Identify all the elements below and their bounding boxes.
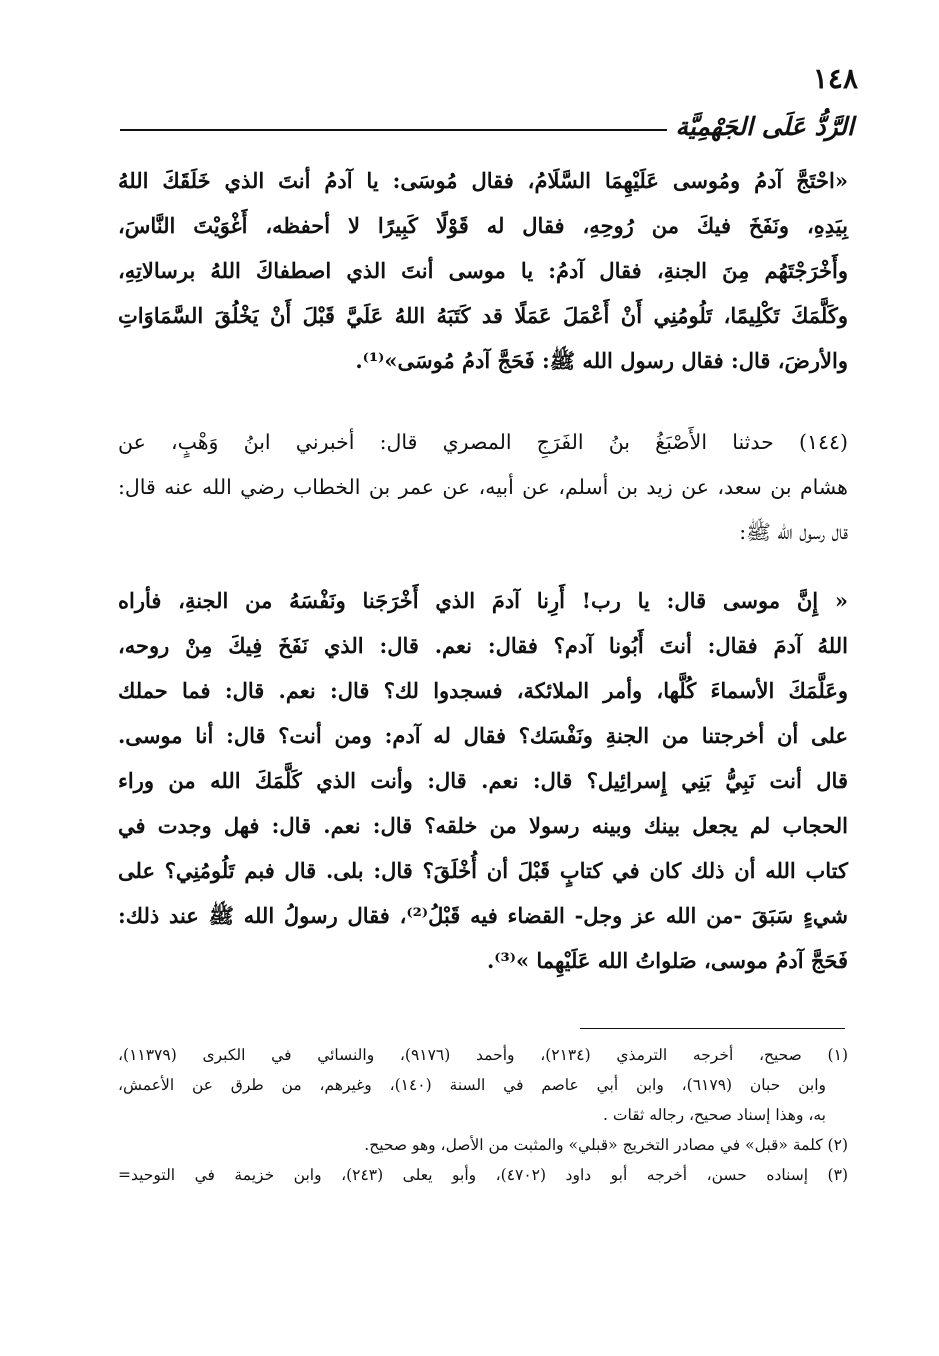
text-line: قال رسول الله ﷺ:	[739, 520, 848, 544]
hadith-paragraph-1	[118, 158, 848, 383]
running-header	[120, 112, 854, 141]
text-line: شيءٍ سَبَقَ -من الله عز وجل- القضاء فيه قَبْلُ⁽²⁾، فقال رسولُ الله ﷺ عند ذلك:	[118, 903, 849, 928]
footnote-3: (٣) إسناده حسن، أخرجه أبو داود (٤٧٠٢)، وأبو يعلى (٢٤٣)، وابن خزيمة في التوحيد=	[118, 1166, 848, 1184]
page-number: ١٤٨	[812, 62, 858, 95]
text-line: هشام بن سعد، عن زيد بن أسلم، عن أبيه، عن عمر بن الخطاب رضي الله عنه قال:	[118, 475, 848, 499]
text-line: وكَلَّمَكَ تَكْلِيمًا، تَلُومُنِي أَنْ أَعْمَلَ عَمَلًا قد كَتَبَهُ اللهُ عَلَيَّ قَبْلَ أَنْ يَخْلُقَ السَّمَاوَاتِ	[118, 303, 848, 328]
text-line: بِيَدِهِ، ونَفَخَ فيكَ من رُوحِهِ، فقال له قَوْلًا كَبِيرًا لا أحفظه، أَغْوَيْتَ النَّاسَ،	[118, 213, 848, 238]
text-line: اللهُ آدمَ فقال: أنتَ أَبُونا آدم؟ فقال: نعم. قال: الذي نَفَخَ فِيكَ مِنْ روحه،	[118, 633, 848, 658]
text-line: «احْتَجَّ آدمُ ومُوسى عَلَيْهِمَا السَّلَامُ، فقال مُوسَى: يا آدمُ أنتَ الذي خَلَقَكَ اللهُ	[118, 168, 848, 193]
text-line: كتاب الله أن ذلك كان في كتابٍ قَبْلَ أن أُخْلَقَ؟ قال: بلى. قال فبم تَلُومُنِي؟ على	[118, 858, 848, 883]
footnotes	[118, 1040, 848, 1190]
text-line: وأَخْرَجْتَهُم مِنَ الجنةِ، فقال آدمُ: يا موسى أنتَ الذي اصطفاكَ اللهُ برسالاتِهِ،	[118, 258, 848, 283]
text-line: « إِنَّ موسى قال: يا رب! أَرِنا آدمَ الذي أَخْرَجَنا ونَفْسَهُ من الجنةِ، فأراه	[118, 588, 848, 613]
text-line: والأرضَ، قال: فقال رسول الله ﷺ: فَحَجَّ آدمُ مُوسَى»⁽¹⁾.	[355, 348, 848, 373]
footnote-separator	[580, 1028, 845, 1029]
text-line: الحجاب لم يجعل بينك وبينه رسولا من خلقه؟ قال: نعم. قال: فهل وجدت في	[118, 813, 848, 838]
footnote-2: (٢) كلمة «قبل» في مصادر التخريج «قبلي» والمثبت من الأصل، وهو صحيح.	[364, 1136, 848, 1154]
isnad-paragraph-144	[118, 420, 848, 555]
text-line: وعَلَّمَكَ الأسماءَ كُلَّها، وأمر الملائكة، فسجدوا لك؟ قال: نعم. قال: فما حملك	[118, 678, 848, 703]
hadith-paragraph-2	[118, 578, 848, 983]
text-line: (١٤٤) حدثنا الأَصْبَغُ بنُ الفَرَجِ المصري قال: أخبرني ابنُ وَهْبٍ، عن	[118, 430, 848, 454]
text-line: فَحَجَّ آدمُ موسى، صَلواتُ الله عَلَيْهِما »⁽³⁾.	[486, 948, 848, 973]
header-rule	[120, 129, 667, 131]
footnote-1: (١) صحيح، أخرجه الترمذي (٢١٣٤)، وأحمد (٩١٧٦)، والنسائي في الكبرى (١١٣٧٩)،	[118, 1046, 848, 1064]
footnote-1-cont: به، وهذا إسناد صحيح، رجاله ثقات .	[603, 1106, 826, 1124]
footnote-1-cont: وابن حبان (٦١٧٩)، وابن أبي عاصم في السنة (١٤٠)، وغيرهم، من طرق عن الأعمش،	[118, 1076, 827, 1094]
text-line: قال أنت نَبِيُّ بَنِي إِسرائِيل؟ قال: نعم. قال: وأنت الذي كَلَّمَكَ الله من وراء	[118, 768, 848, 793]
running-title: الرَّدُّ عَلَى الجَهْمِيَّة	[675, 112, 854, 141]
text-line: على أن أخرجتنا من الجنةِ ونَفْسَك؟ فقال له آدم: ومن أنت؟ قال: أنا موسى.	[118, 723, 848, 748]
